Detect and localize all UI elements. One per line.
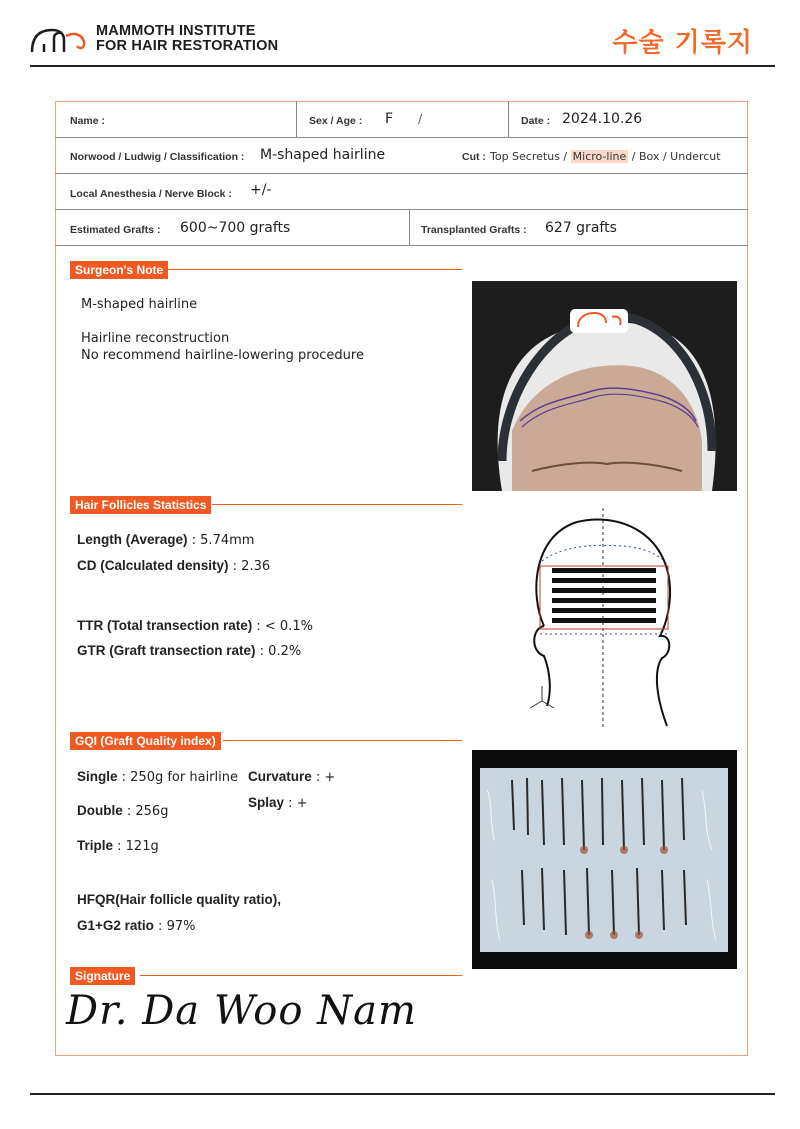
graft-photo-icon	[472, 750, 737, 969]
cut-option-undercut[interactable]: Undercut	[670, 150, 721, 163]
gqi-heading: GQI (Graft Quality index)	[70, 732, 221, 750]
divider	[508, 101, 509, 137]
divider	[296, 101, 297, 137]
sex-age-label: Sex / Age :	[309, 115, 363, 127]
cut-option-micro-line[interactable]: Micro-line	[572, 150, 627, 163]
hairline-photo-icon	[472, 281, 737, 491]
cut-label: Cut :	[462, 151, 486, 163]
doctor-signature: Dr. Da Woo Nam	[66, 988, 417, 1034]
date-label: Date :	[521, 115, 551, 127]
stat-cd: CD (Calculated density) : 2.36	[77, 558, 271, 574]
gqi-splay: Splay : +	[248, 795, 308, 811]
head-diagram-icon	[522, 506, 682, 731]
gqi-single: Single : 250g for hairline	[77, 769, 238, 785]
anesthesia-label: Local Anesthesia / Nerve Block :	[70, 188, 232, 200]
estimated-grafts-field[interactable]: 600~700 grafts	[180, 220, 291, 236]
gqi-ratio: G1+G2 ratio : 97%	[77, 918, 196, 934]
section-rule	[212, 504, 462, 505]
cut-option-box[interactable]: Box	[639, 150, 660, 163]
patient-hairline-photo	[472, 281, 737, 491]
cut-options: Top Secretus / Micro-line / Box / Undercut	[490, 150, 721, 163]
follicle-stats-heading: Hair Follicles Statistics	[70, 496, 211, 514]
note-line: No recommend hairline-lowering procedure	[81, 348, 364, 363]
surgeons-note-heading: Surgeon's Note	[70, 261, 168, 279]
note-line: M-shaped hairline	[81, 297, 198, 312]
sex-field[interactable]: F	[385, 111, 394, 127]
page-title: 수술 기록지	[612, 28, 753, 58]
sex-age-separator: /	[418, 112, 423, 126]
divider	[409, 209, 410, 245]
estimated-grafts-label: Estimated Grafts :	[70, 224, 161, 236]
stat-gtr: GTR (Graft transection rate) : 0.2%	[77, 643, 302, 659]
classification-field[interactable]: M-shaped hairline	[260, 147, 386, 163]
institute-name: MAMMOTH INSTITUTE FOR HAIR RESTORATION	[96, 23, 279, 54]
classification-label: Norwood / Ludwig / Classification :	[70, 151, 245, 163]
date-field[interactable]: 2024.10.26	[562, 111, 643, 127]
anesthesia-field[interactable]: +/-	[250, 182, 272, 198]
gqi-hfqr: HFQR(Hair follicle quality ratio),	[77, 892, 282, 907]
section-rule	[140, 975, 462, 976]
gqi-double: Double : 256g	[77, 803, 169, 819]
name-label: Name :	[70, 115, 106, 127]
document-header	[30, 18, 775, 66]
transplanted-grafts-label: Transplanted Grafts :	[421, 224, 527, 236]
gqi-curvature: Curvature : +	[248, 769, 336, 785]
stat-ttr: TTR (Total transection rate) : < 0.1%	[77, 618, 313, 634]
row-name-sex-date	[55, 101, 748, 138]
graft-sample-photo	[472, 750, 737, 969]
section-rule	[165, 269, 462, 270]
mammoth-logo-icon	[30, 24, 90, 54]
section-rule	[223, 740, 462, 741]
transplanted-grafts-field[interactable]: 627 grafts	[545, 220, 617, 236]
signature-heading: Signature	[70, 967, 135, 985]
cut-option-top-secretus[interactable]: Top Secretus	[490, 150, 560, 163]
note-line: Hairline reconstruction	[81, 331, 230, 346]
header-divider	[30, 65, 775, 67]
gqi-triple: Triple : 121g	[77, 838, 159, 854]
stat-length: Length (Average) : 5.74mm	[77, 532, 255, 548]
footer-divider	[30, 1093, 775, 1095]
